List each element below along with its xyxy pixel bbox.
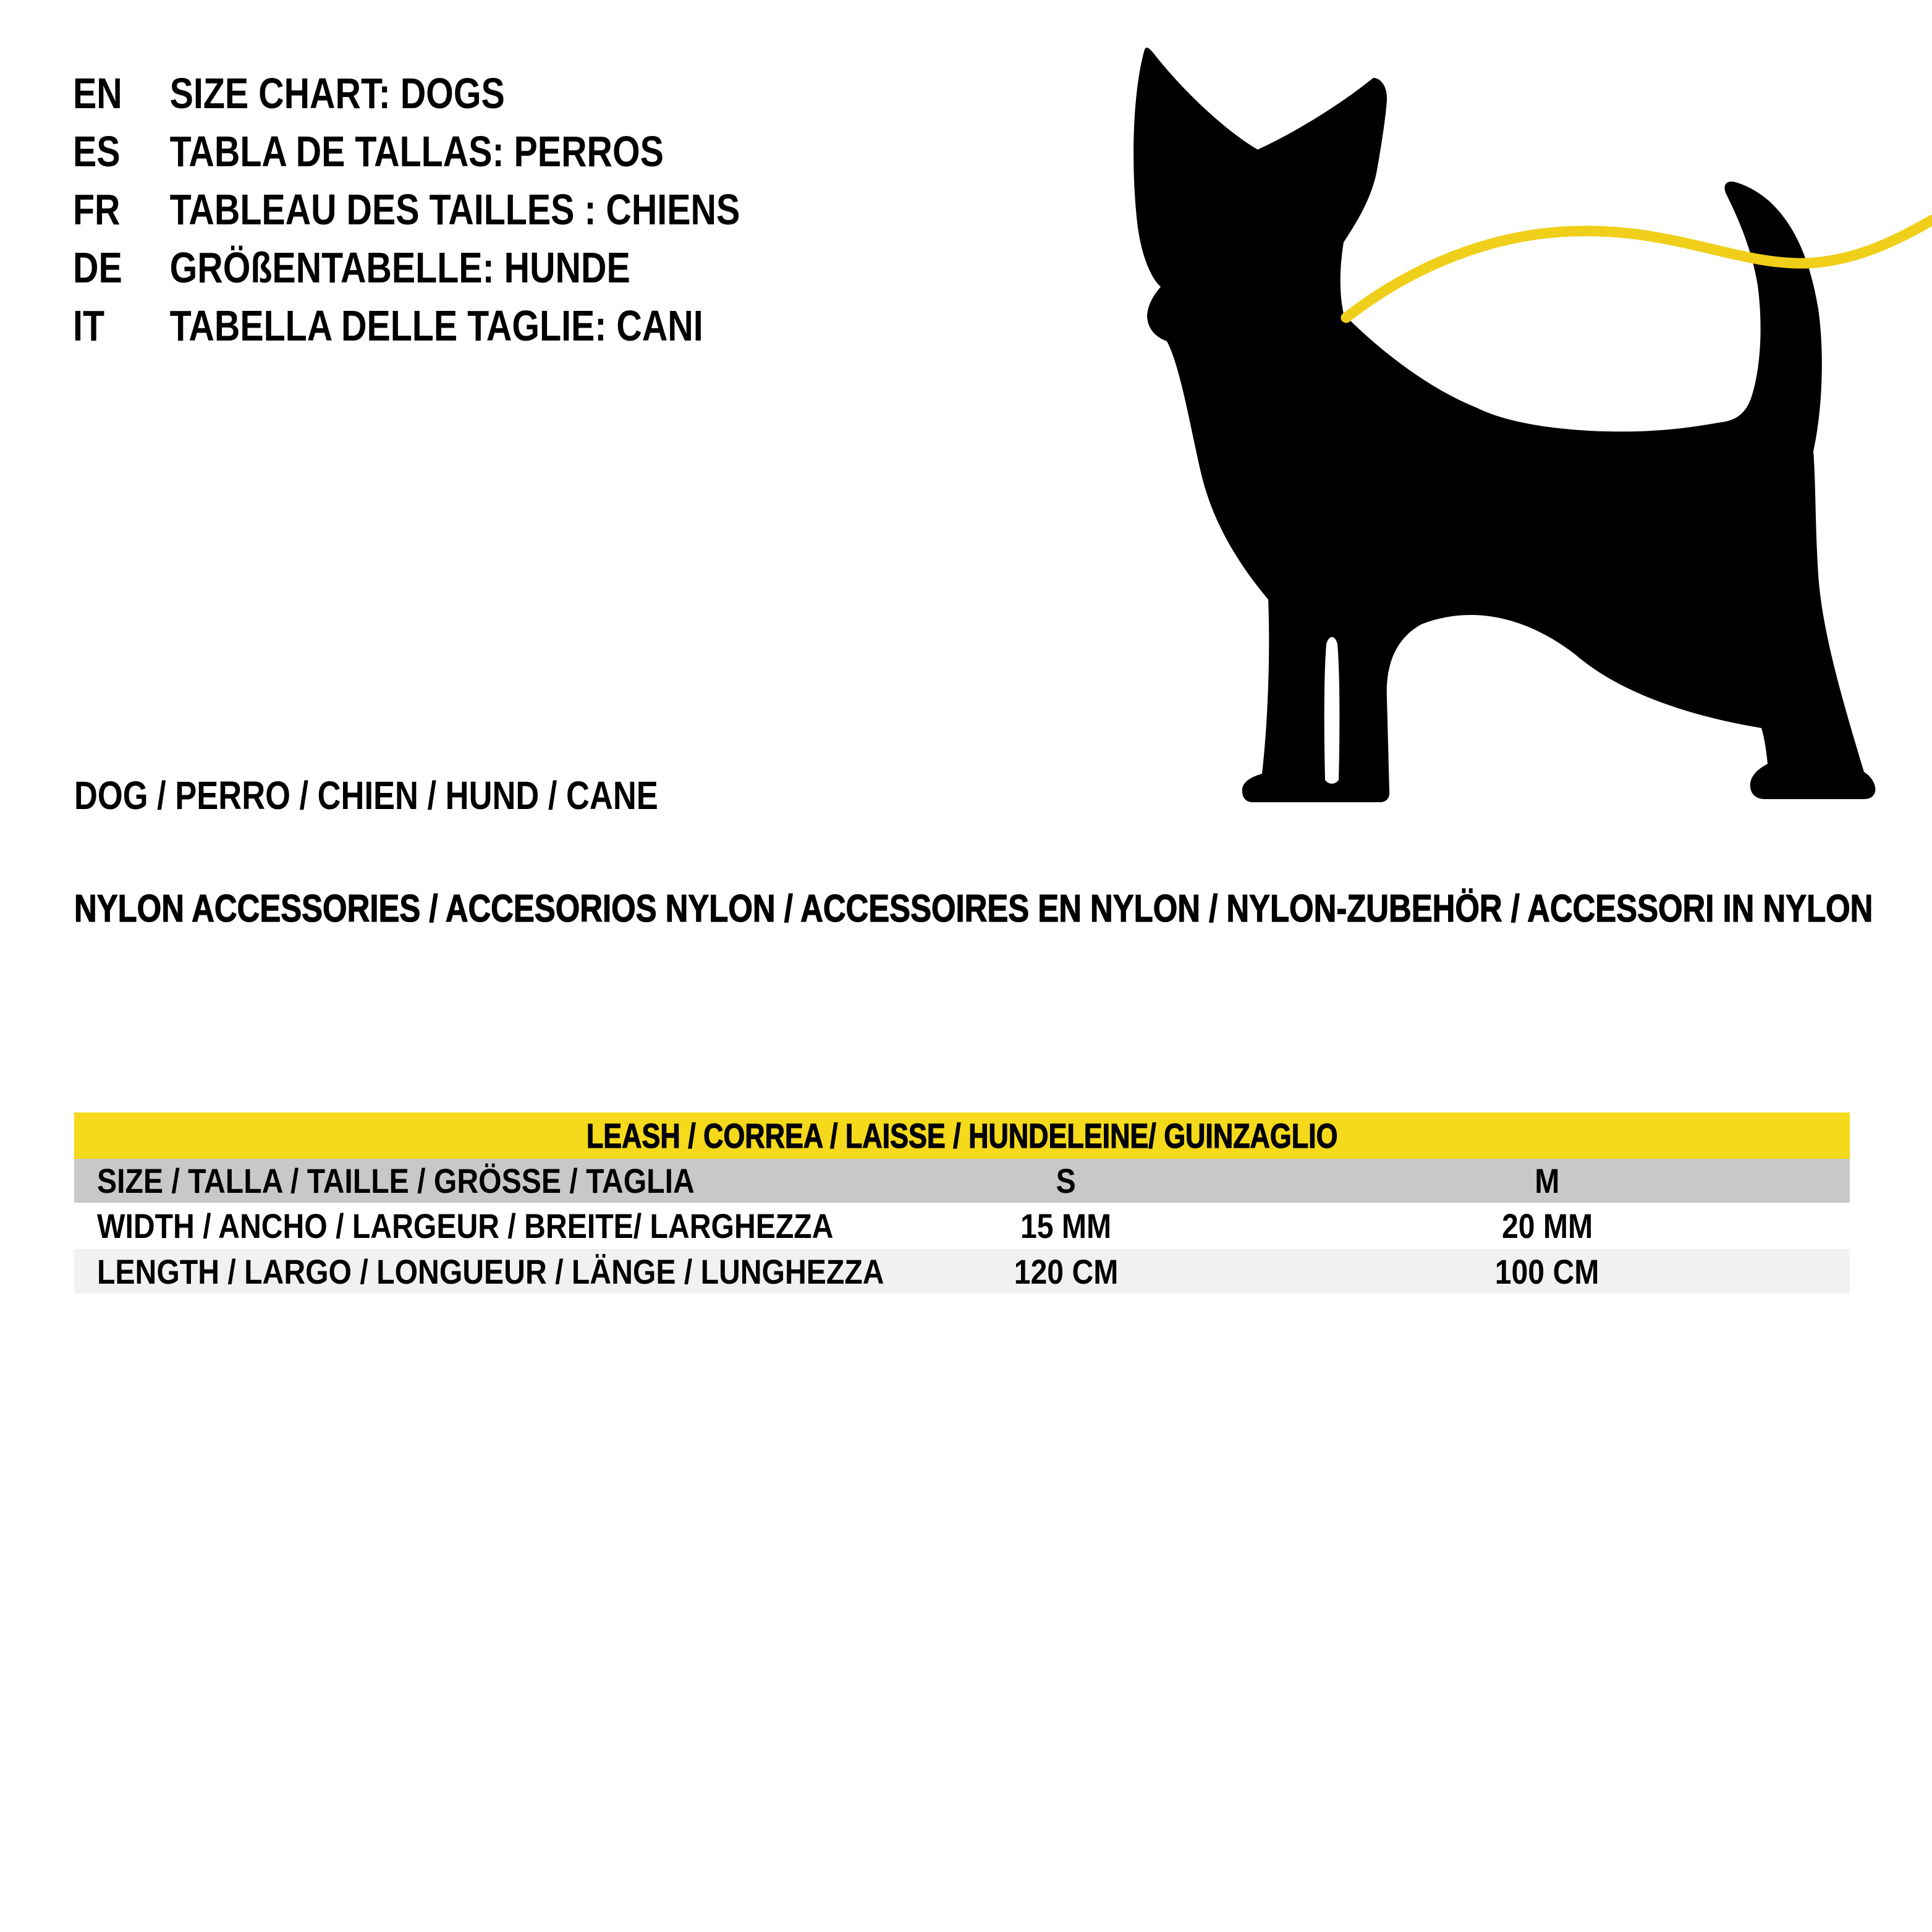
section-heading-text: NYLON ACCESSORIES / ACCESORIOS NYLON / ACCESSOIRES EN NYLON / NYLON-ZUBEHÖR / ACCESSORI IN NYLON	[74, 888, 1873, 930]
row-label: WIDTH / ANCHO / LARGEUR / BREITE/ LARGHEZZA	[97, 1206, 834, 1245]
row-label: LENGTH / LARGO / LONGUEUR / LÄNGE / LUNGHEZZA	[97, 1252, 884, 1291]
width-s-value: 15 MM	[1020, 1206, 1112, 1245]
table-header-row	[74, 1112, 1850, 1159]
language-code: DE	[73, 244, 122, 292]
language-title: GRÖßENTABELLE: HUNDE	[169, 244, 630, 292]
language-row-de	[73, 239, 886, 297]
animal-label	[74, 773, 786, 818]
language-title: TABLEAU DES TAILLES : CHIENS	[169, 185, 740, 234]
width-m-value: 20 MM	[1501, 1206, 1593, 1245]
length-m-value: 100 CM	[1494, 1252, 1599, 1291]
leash-line	[1346, 220, 1932, 318]
animal-label-text: DOG / PERRO / CHIEN / HUND / CANE	[74, 773, 658, 818]
language-code: FR	[73, 185, 121, 234]
language-row-fr	[73, 180, 886, 239]
size-s-value: S	[1056, 1161, 1076, 1200]
front-legs-gap-shape	[1324, 637, 1340, 784]
language-row-it	[73, 297, 886, 355]
language-code: ES	[73, 127, 121, 176]
language-title: SIZE CHART: DOGS	[169, 69, 505, 117]
language-title: TABLA DE TALLAS: PERROS	[169, 127, 664, 176]
language-code: EN	[73, 69, 122, 117]
table-row-length	[74, 1249, 1850, 1294]
leash-size-table	[74, 1112, 1850, 1294]
language-row-en	[73, 64, 886, 122]
language-row-es	[73, 122, 886, 180]
language-code: IT	[73, 302, 105, 350]
size-m-value: M	[1535, 1161, 1560, 1200]
language-title-list	[73, 64, 886, 355]
chihuahua-silhouette-icon	[1131, 19, 1932, 816]
length-s-value: 120 CM	[1014, 1252, 1118, 1291]
language-title: TABELLA DELLE TAGLIE: CANI	[169, 302, 703, 350]
section-heading	[74, 888, 1932, 931]
table-row-size	[74, 1159, 1850, 1203]
row-label: SIZE / TALLA / TAILLE / GRÖSSE / TAGLIA	[97, 1161, 695, 1200]
dog-body-shape	[1133, 48, 1875, 802]
table-header-label: LEASH / CORREA / LAISSE / HUNDELEINE/ GUINZAGLIO	[586, 1116, 1338, 1155]
table-row-width	[74, 1203, 1850, 1249]
